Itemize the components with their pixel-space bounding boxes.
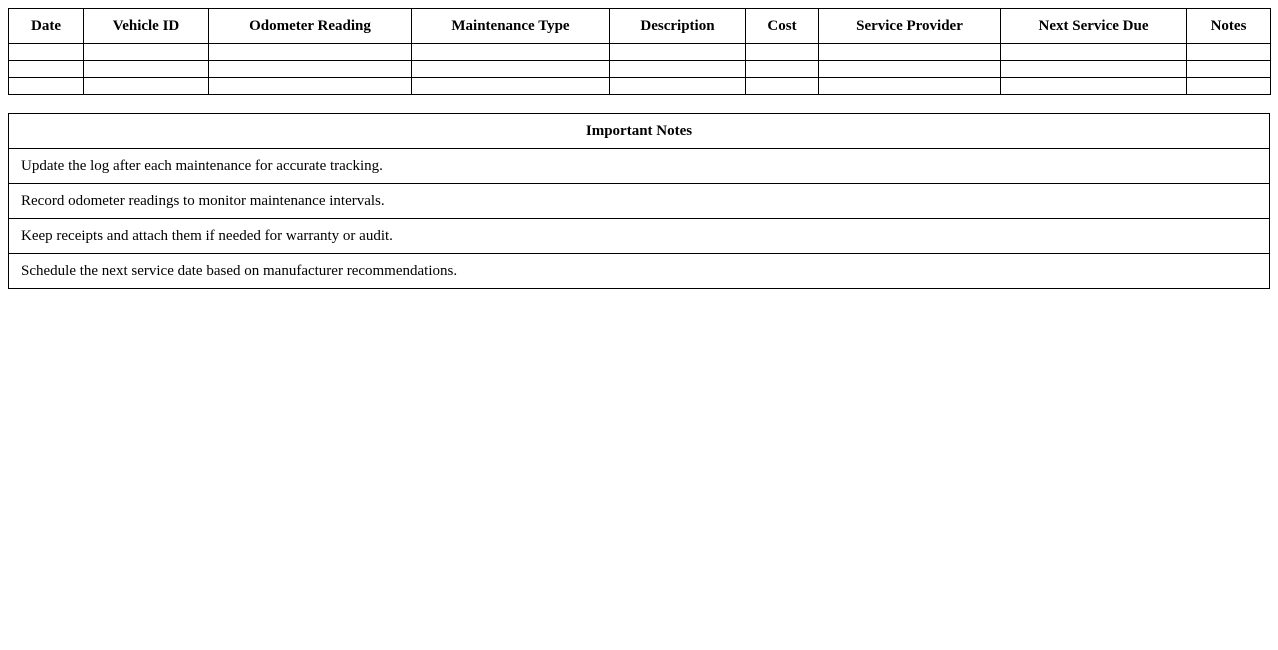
table-cell — [412, 61, 610, 78]
table-cell — [746, 44, 819, 61]
column-header-odometer-reading: Odometer Reading — [209, 9, 412, 44]
table-cell — [84, 78, 209, 95]
column-header-description: Description — [610, 9, 746, 44]
maintenance-log-table — [8, 8, 1271, 95]
table-cell — [9, 44, 84, 61]
notes-row — [9, 184, 1270, 219]
table-cell — [746, 61, 819, 78]
column-header-cost: Cost — [746, 9, 819, 44]
table-cell — [1187, 44, 1271, 61]
table-cell — [209, 61, 412, 78]
note-item: Update the log after each maintenance for accurate tracking. — [9, 149, 1270, 184]
note-item: Schedule the next service date based on manufacturer recommendations. — [9, 254, 1270, 289]
table-row — [9, 78, 1271, 95]
table-cell — [819, 44, 1001, 61]
table-cell — [84, 61, 209, 78]
column-header-service-provider: Service Provider — [819, 9, 1001, 44]
table-cell — [9, 61, 84, 78]
table-cell — [1001, 78, 1187, 95]
table-cell — [610, 44, 746, 61]
table-cell — [209, 44, 412, 61]
table-cell — [9, 78, 84, 95]
table-cell — [610, 61, 746, 78]
important-notes-table — [8, 113, 1270, 289]
table-cell — [412, 78, 610, 95]
table-cell — [84, 44, 209, 61]
column-header-maintenance-type: Maintenance Type — [412, 9, 610, 44]
notes-header-row — [9, 114, 1270, 149]
table-cell — [1187, 78, 1271, 95]
note-item: Keep receipts and attach them if needed for warranty or audit. — [9, 219, 1270, 254]
notes-row — [9, 149, 1270, 184]
table-cell — [1187, 61, 1271, 78]
notes-title: Important Notes — [9, 114, 1270, 149]
table-row — [9, 61, 1271, 78]
notes-row — [9, 254, 1270, 289]
column-header-date: Date — [9, 9, 84, 44]
table-cell — [209, 78, 412, 95]
table-cell — [412, 44, 610, 61]
column-header-notes: Notes — [1187, 9, 1271, 44]
table-cell — [746, 78, 819, 95]
table-cell — [610, 78, 746, 95]
table-cell — [819, 61, 1001, 78]
table-header-row — [9, 9, 1271, 44]
column-header-vehicle-id: Vehicle ID — [84, 9, 209, 44]
note-item: Record odometer readings to monitor maintenance intervals. — [9, 184, 1270, 219]
table-cell — [1001, 44, 1187, 61]
table-cell — [1001, 61, 1187, 78]
table-cell — [819, 78, 1001, 95]
table-row — [9, 44, 1271, 61]
column-header-next-service-due: Next Service Due — [1001, 9, 1187, 44]
notes-row — [9, 219, 1270, 254]
